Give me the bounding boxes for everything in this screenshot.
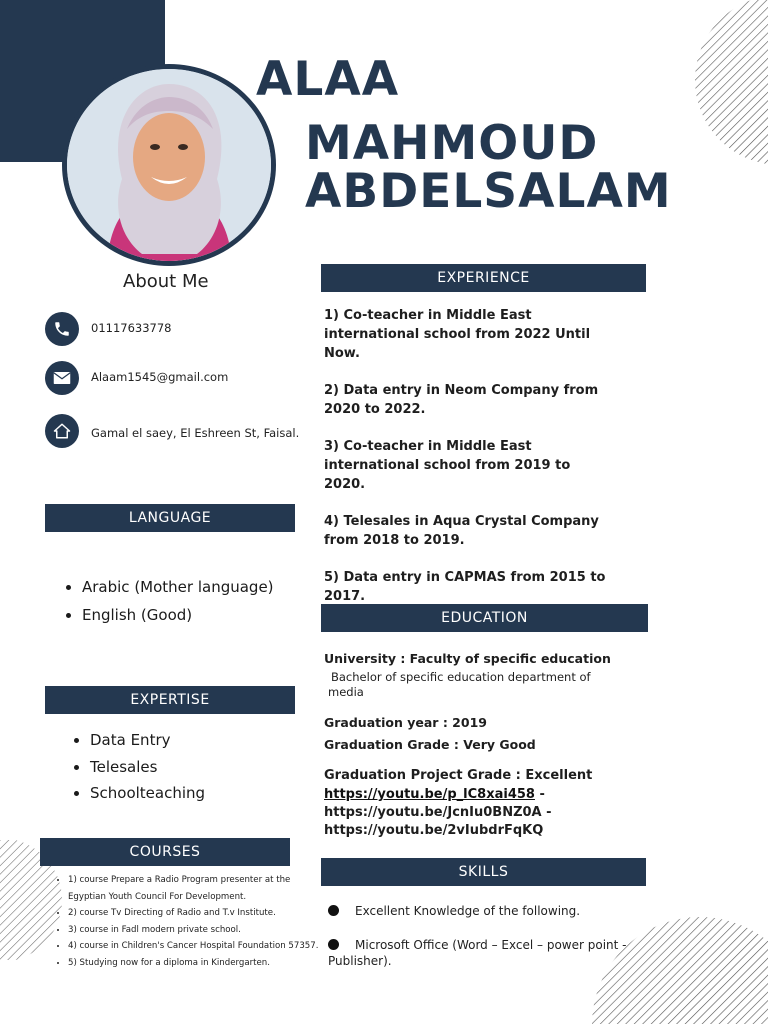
skill-item: Excellent Knowledge of the following. [328,903,648,919]
about-title: About Me [123,271,209,292]
expertise-item: • Data Entry [90,727,205,754]
link-separator: - [541,805,552,820]
home-icon-circle [45,414,79,448]
experience-item: 1) Co-teacher in Middle East international school from 2022 Until Now. [324,308,591,361]
home-icon [53,422,71,440]
expertise-header: EXPERTISE [45,686,295,714]
experience-item: 2) Data entry in Neom Company from 2020 to 2022. [324,383,599,417]
course-item: • 5) Studying now for a diploma in Kindergarten. [68,955,330,972]
expertise-item: • Telesales [90,754,205,781]
name-line-2: MAHMOUD [305,116,599,171]
skills-list [328,903,648,969]
project-link-3[interactable]: https://youtu.be/2vIubdrFqKQ [324,823,544,838]
name-line-1: ALAA [256,52,400,107]
expertise-list [70,727,205,807]
home-address: Gamal el saey, El Eshreen St, Faisal. [91,426,300,440]
language-list [62,573,274,629]
language-item: • English (Good) [82,601,274,629]
experience-item: 5) Data entry in CAPMAS from 2015 to 2017. [324,570,606,604]
decor-hatch-top-right [690,0,768,165]
experience-item: 4) Telesales in Aqua Crystal Company from 2018 to 2019. [324,514,599,548]
person-portrait-icon [67,69,271,261]
phone-icon [53,320,71,338]
project-link-1[interactable]: https://youtu.be/p_lC8xai458 [324,787,535,802]
profile-photo [62,64,276,266]
phone-icon-circle [45,312,79,346]
email-address: Alaam1545@gmail.com [91,370,229,384]
education-university: University : Faculty of specific education [324,651,611,666]
course-item: • 3) course in Fadl modern private school. [68,922,330,939]
skills-header: SKILLS [321,858,646,886]
education-grade: Graduation Grade : Very Good [324,737,536,752]
course-item: • 2) course Tv Directing of Radio and T.v Institute. [68,905,330,922]
name-line-3: ABDELSALAM [305,164,672,219]
link-separator: - [534,787,545,802]
experience-header: EXPERIENCE [321,264,646,292]
courses-header: COURSES [40,838,290,866]
education-degree: Bachelor of specific education department of media [328,670,591,699]
expertise-item: • Schoolteaching [90,780,205,807]
education-year: Graduation year : 2019 [324,715,487,730]
education-project: Graduation Project Grade : Excellent [324,768,593,783]
bullet-icon [328,939,339,950]
email-icon-circle [45,361,79,395]
education-links [324,786,552,840]
courses-list [48,872,330,971]
experience-list [324,306,614,624]
skill-item: Microsoft Office (Word – Excel – power point - Publisher). [328,938,627,968]
experience-item: 3) Co-teacher in Middle East international school from 2019 to 2020. [324,439,571,492]
language-header: LANGUAGE [45,504,295,532]
phone-number: 01117633778 [91,321,172,335]
course-item: • 4) course in Children's Cancer Hospital Foundation 57357. [68,938,330,955]
course-item: • 1) course Prepare a Radio Program presenter at the Egyptian Youth Council For Development. [68,872,330,905]
bullet-icon [328,905,339,916]
language-item: • Arabic (Mother language) [82,573,274,601]
project-link-2[interactable]: https://youtu.be/JcnIu0BNZ0A [324,805,542,820]
education-header: EDUCATION [321,604,648,632]
mail-icon [53,371,71,385]
